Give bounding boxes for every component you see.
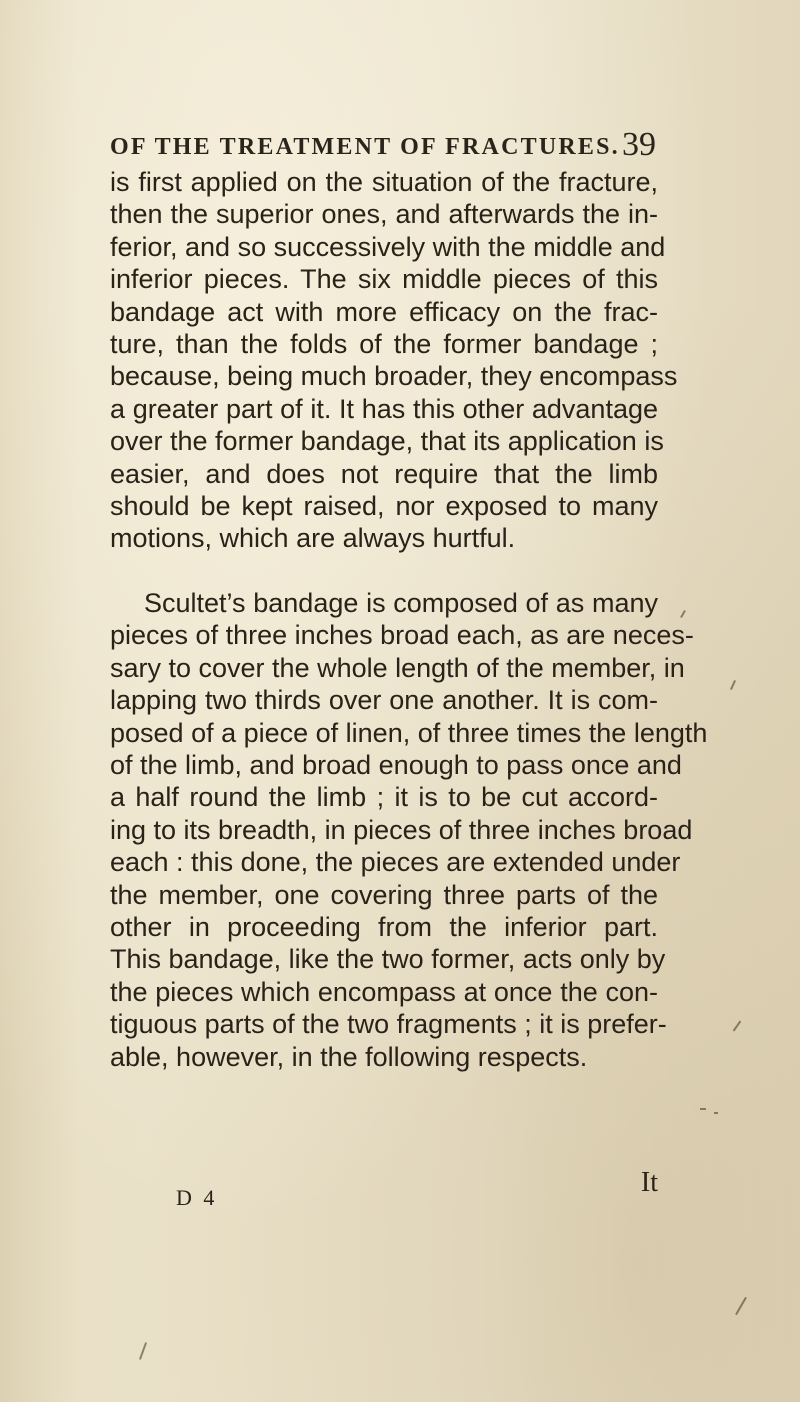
text-line: bandage act with more efficacy on the frac- [110, 296, 658, 327]
ink-speck [139, 1342, 147, 1360]
text-line: then the superior ones, and afterwards the in- [110, 199, 658, 230]
text-line: a half round the limb ; it is to be cut accord- [110, 782, 658, 813]
text-line: the pieces which encompass at once the con- [110, 976, 658, 1007]
text-line: sary to cover the whole length of the member, in [110, 652, 685, 683]
text-line: posed of a piece of linen, of three times the length [110, 717, 708, 748]
text-line: each : this done, the pieces are extended under [110, 847, 681, 878]
ink-speck [700, 1108, 706, 1110]
text-line: should be kept raised, nor exposed to many [110, 491, 658, 522]
page-footer [110, 1167, 658, 1223]
ink-speck [735, 1297, 747, 1315]
text-line: ture, than the folds of the former bandage ; [110, 329, 658, 360]
text-line: because, being much broader, they encompass [110, 361, 678, 392]
text-line: tiguous parts of the two fragments ; it is prefer- [110, 1009, 667, 1040]
text-line: ing to its breadth, in pieces of three inches broad [110, 814, 693, 845]
text-line: other in proceeding from the inferior part. [110, 911, 658, 942]
catchword: It [640, 1167, 658, 1198]
text-line: a greater part of it. It has this other advantage [110, 393, 658, 424]
text-line: easier, and does not require that the limb [110, 458, 658, 489]
text-line: inferior pieces. The six middle pieces of this [110, 264, 658, 295]
text-line: This bandage, like the two former, acts only by [110, 944, 666, 975]
running-head: OF THE TREATMENT OF FRACTURES. [110, 134, 620, 160]
signature-mark: D 4 [176, 1185, 218, 1210]
paragraph-gap [110, 555, 658, 587]
paragraph-1 [110, 166, 678, 555]
text-line: lapping two thirds over one another. It is com- [110, 685, 658, 716]
body-text [110, 166, 708, 1073]
text-line: is first applied on the situation of the fracture, [110, 167, 658, 197]
text-line: able, however, in the following respects. [110, 1041, 588, 1072]
text-line: ferior, and so successively with the middle and [110, 231, 666, 262]
page-number: 39 [622, 126, 656, 163]
ink-speck [730, 680, 736, 690]
text-line: the member, one covering three parts of the [110, 879, 658, 910]
text-line: Scultet’s bandage is composed of as many [144, 587, 658, 618]
text-line: pieces of three inches broad each, as are neces- [110, 620, 694, 651]
text-line: of the limb, and broad enough to pass once and [110, 749, 682, 780]
ink-speck [680, 610, 686, 618]
ink-speck [733, 1021, 742, 1032]
text-line: over the former bandage, that its application is [110, 426, 664, 457]
page-header [110, 126, 670, 166]
paragraph-2 [110, 587, 708, 1073]
text-line: motions, which are always hurtful. [110, 523, 516, 554]
ink-speck [714, 1112, 718, 1114]
